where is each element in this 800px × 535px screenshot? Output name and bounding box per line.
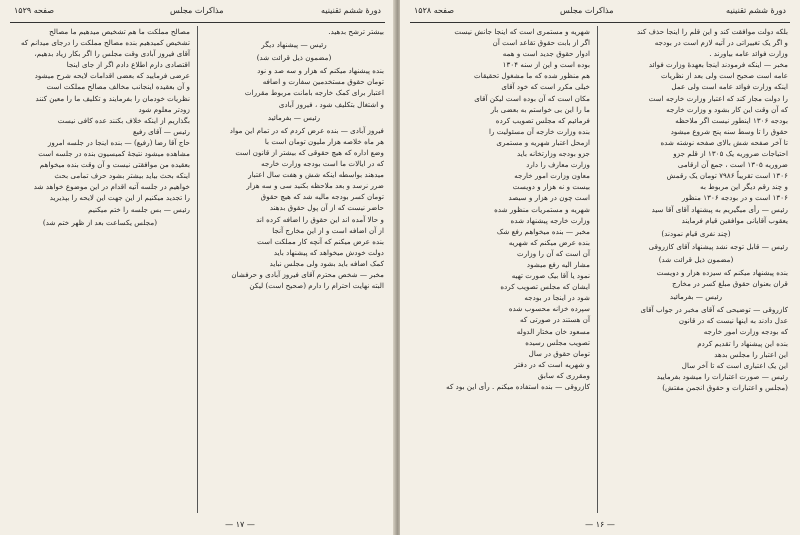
- paragraph: تصویب مجلس رسیده: [525, 337, 590, 347]
- speaker-line: رئیس — رأی میگیریم به پیشنهاد آقای آقا سید: [651, 204, 788, 214]
- paragraph: کمک اضافه باید بشود ولی مجلس نباید: [269, 258, 384, 268]
- paragraph: وزارت خارجه پیشنهاد شده: [510, 215, 590, 225]
- paragraph: آن هستند در صورتی که: [520, 315, 590, 325]
- paragraph: یعقوب آقایانی موافقین قیام فرمایند: [681, 215, 788, 225]
- paragraph: مصالح مملکت ما هم تشخیص میدهیم ما مصالح: [49, 27, 190, 36]
- left-header-rule: [10, 22, 385, 23]
- paragraph: اعتبار برای کمک خارجه بامانت مربوط مقررات: [244, 88, 384, 98]
- paragraph: خیلی مکرر است که خود آقای: [501, 82, 590, 92]
- paragraph: آن است که آن را وزارت: [517, 248, 590, 258]
- left-header-title: مذاکرات مجلس: [170, 6, 224, 15]
- paragraph: بعقیده من موافقتی نیست و آن وقت بنده میخواهم: [39, 160, 190, 170]
- right-header-title: مذاکرات مجلس: [560, 6, 614, 15]
- paragraph: اقتصادی دارم اطلاع دادم اگر از جای اینجا: [66, 60, 190, 70]
- paragraph: بیست و نه هزار و دویست: [512, 182, 590, 192]
- paragraph: بیشتر ترشح بدهید.: [328, 27, 384, 36]
- speaker-line: مخبر — بنده میخواهم رفع شک: [496, 226, 590, 236]
- left-page: [0, 0, 395, 535]
- paragraph: است چون در هزار و سیصد: [508, 193, 590, 203]
- paragraph: و حالا آمده اند این حقوق را اضافه کرده اند: [256, 214, 384, 224]
- paragraph: را تجدید میکنیم از این جهت این لایحه را بپذیرید: [49, 193, 190, 203]
- paragraph: و شهریه است که در دفتر: [514, 359, 590, 369]
- left-column-outer: [10, 26, 190, 513]
- paragraph: بلکه دولت موافقت کند و این قلم را اینجا حذف کند: [636, 27, 788, 36]
- right-page-header: [410, 6, 790, 20]
- paragraph: رئیس — صورت اعتبارات را میشود بفرمایید: [656, 371, 788, 381]
- paragraph: آقای فیروز آبادی وقت مجلس را اگر بکار زیاد بدهیم،: [34, 49, 190, 59]
- paragraph: ادوار حقوق جدید است و همه: [502, 49, 590, 59]
- reading-note: (مضمون ذیل قرائت شد): [256, 53, 332, 63]
- paragraph: بنده عرض میکنم که شهریه: [508, 237, 590, 247]
- paragraph: تومان حقوق مستخدمین سفارت و اضافه: [262, 77, 384, 87]
- left-column-inner: [204, 26, 384, 513]
- paragraph: اینکه وزارت فوائد عامه است ولی عمل: [671, 82, 788, 92]
- speaker-line: رئیس — بفرمائید: [267, 112, 321, 122]
- speaker-line: رئیس — پیشنهاد دیگر: [261, 40, 327, 50]
- paragraph: و چند رقم دیگر این مربوط به: [700, 182, 788, 192]
- paragraph: حقوق را تا وسط سنه پنج شروع میشود: [670, 126, 788, 136]
- paragraph: ۱۳۰۶ است تقریباً ۷۹۸۶ تومان یک رقمش: [666, 171, 788, 181]
- paragraph: نظریات خودمان را بفرمایند و تکلیف ما را معین کنند: [35, 93, 190, 103]
- paragraph: ضرر نرسد و بعد ملاحظه بکنید سی و سه هزار: [246, 181, 384, 191]
- paragraph: که بودجه وزارت امور خارجه: [703, 327, 788, 337]
- paragraph: و اشتغال بتکلیف شود ، فیروز آبادی: [278, 99, 384, 109]
- paragraph: فرمائیم که مجلس تصویب کرده: [495, 115, 590, 125]
- paragraph: مشاهده میشود نتیجهٔ کمیسیون بنده در جلسه است: [38, 149, 190, 159]
- paragraph: ایشان که مجلس تصویب کرده: [500, 282, 590, 292]
- speaker-line: مخبر — اینکه فرمودند اینجا بعهدهٔ وزارت فوائد: [648, 60, 788, 70]
- paragraph: مکان است که آن بوده است لیکن آقای: [474, 93, 590, 103]
- paragraph: این اعتبار را مجلس بدهد: [714, 349, 788, 359]
- left-header-session: دورهٔ ششم تقنینیه: [321, 6, 381, 15]
- paragraph: کازروقی — توضیحی که آقای مخبر در جواب آقای: [640, 305, 788, 315]
- paragraph: عامه است صحیح است ولی بعد از نظریات: [660, 71, 788, 81]
- paragraph: ومقرری که سابق: [537, 370, 590, 380]
- left-header-page-label: صفحه ۱۵۲۹: [14, 6, 55, 15]
- paragraph: البته نهایت احترام را دارم (صحیح است) لیکن: [249, 281, 384, 291]
- paragraph: شهریه و مستمری است که اینجا جانش نیست: [454, 27, 590, 36]
- paragraph: هر ماه خلاصه هزار ملیون تومان است با: [264, 136, 384, 146]
- right-header-session: دورهٔ ششم تقنینیه: [726, 6, 786, 15]
- paragraph: تا آخر صفحه شش بالای صفحه نوشته شده: [660, 137, 788, 147]
- paragraph: ما را این بی خواستم به بعضی بار: [490, 104, 590, 114]
- paragraph: جزو بودجه وزارتخانه باید: [516, 149, 590, 159]
- paragraph: عدل دادند به اینها نیست که در قانون: [678, 316, 788, 326]
- paragraph: معاون وزارت امور خارجه: [514, 171, 590, 181]
- speaker-line: رئیس — آقای رفیع: [133, 126, 190, 136]
- right-page: [400, 0, 800, 535]
- paragraph: دولت خودش میخواهد که پیشنهاد باید: [273, 247, 384, 257]
- reading-note: (مضمون ذیل قرائت شد): [658, 254, 734, 264]
- paragraph: بنده عرض میکنم که آنچه کار مملکت است: [257, 236, 384, 246]
- paragraph: میدهند بواسطه اینکه شش و هفت سال اعتبار: [248, 170, 384, 180]
- paragraph: و آن بعقیده اینجانب مخالف مصالح مملکت است: [46, 82, 190, 92]
- closing-note: (مجلس یکساعت بعد از ظهر ختم شد): [42, 217, 158, 227]
- paragraph: (مجلس و اعتبارات و حقوق انجمن مفتش): [662, 382, 788, 392]
- paragraph: مسعود خان مختار الدوله: [516, 326, 590, 336]
- paragraph: حاج آقا رضا (رفیع) — بنده اینجا در جلسه امروز: [47, 137, 190, 147]
- paragraph: وضع اداره که هیچ حقوقی که بیشتر از قانون است: [235, 147, 384, 157]
- paragraph: سپرده خزانه محسوب شده: [508, 304, 590, 314]
- paragraph: که آن وقت این کار بشود و وزارت خارجه: [666, 104, 788, 114]
- paragraph: بنده پیشنهاد میکنم که هزار و سه صد و نود: [257, 66, 384, 76]
- paragraph: که در ایالات ما است بودجه وزارت خارجه: [261, 159, 384, 169]
- paragraph: بودجه ۱۳۰۶ اینطور نیست اگر ملاحظه: [675, 115, 788, 125]
- paragraph: خواهیم در جلسه آتیه اقدام در این موضوع خواهد شد: [33, 182, 190, 192]
- paragraph: احتیاجات ضروریه یک ۱۳۰۵ از قلم جزو: [673, 149, 788, 159]
- speaker-line: رئیس — قابل توجه نشد پیشنهاد آقای کازروقی: [648, 241, 788, 251]
- speaker-line: رئیس — بس جلسه را ختم میکنیم: [88, 204, 190, 214]
- paragraph: نمود یا آقا بیک صورت تهیه: [511, 271, 590, 281]
- left-page-header: [10, 6, 385, 20]
- paragraph: را دولت مجاز کند که اعتبار وزارت خارجه است: [648, 93, 788, 103]
- right-page-number: — ۱۶ —: [585, 520, 615, 529]
- paragraph: عرضی فرمایید که بعضی اقدامات لایحه شرح میشود: [34, 71, 190, 81]
- left-page-number: — ۱۷ —: [225, 520, 255, 529]
- paragraph: این یک اعتباری است که تا آخر سال: [681, 360, 788, 370]
- paragraph: وزارت فوائد عامه بیاورند .: [709, 49, 788, 59]
- paragraph: بنده وزارت خارجه آن مسئولیت را: [488, 126, 590, 136]
- right-column-inner: [604, 26, 788, 513]
- paragraph: تومان کسر بودجه مالیه شد که هیچ حقوق: [260, 192, 384, 202]
- paragraph: زودتر معلوم شود: [138, 104, 190, 114]
- paragraph: تشخیص کمیدهیم بنده مصالح مملکت را درجای میدانم که: [20, 38, 190, 48]
- right-header-page-label: صفحه ۱۵۲۸: [414, 6, 455, 15]
- paragraph: بوده است و این از سنه ۱۳۰۴: [502, 60, 590, 70]
- left-column-divider: [197, 26, 198, 513]
- paragraph: ۱۳۰۶ است و در بودجه ۱۳۰۶ منظور: [681, 193, 788, 203]
- paragraph: فیروز آبادی — بنده عرض کردم که در تمام این مواد: [229, 125, 384, 135]
- paragraph: هم منظور شده که ما مشغول تحقیقات: [474, 71, 590, 81]
- paragraph: قران بعنوان حقوق مبلغ کسر در مخارج: [672, 279, 788, 289]
- paragraph: بگذاریم از اینکه خلاف بکنند عده کافی نیست: [57, 115, 190, 125]
- vote-note: (چند نفری قیام نمودند): [661, 228, 731, 238]
- paragraph: ضروریه ۱۳۰۵ است ، جمع آن ارقامی: [677, 160, 788, 170]
- paragraph: و اگر یک تغییراتی در آتیه لازم است در بودجه: [654, 38, 788, 48]
- paragraph: شهریه و مستمریات منظور شده: [494, 204, 590, 214]
- paragraph: مخبر — شخص محترم آقای فیروز آبادی و حرفشان: [231, 269, 384, 279]
- paragraph: مشار الیه رفع میشود: [526, 259, 590, 269]
- paragraph: اگر از بابت حقوق تقاعد است آن: [492, 38, 590, 48]
- paragraph: شود در اینجا در بودجه: [524, 293, 590, 303]
- right-column-outer: [410, 26, 590, 513]
- right-column-divider: [597, 26, 598, 513]
- paragraph: از آن اضافه است و از این مخارج آنجا: [272, 225, 384, 235]
- speaker-line: رئیس — بفرمائید: [669, 292, 723, 302]
- paragraph: ازمحل اعتبار شهریه و مستمری: [496, 137, 590, 147]
- paragraph: وزارت معارف را دارد: [526, 160, 590, 170]
- paragraph: بنده این پیشنهاد را تقدیم کردم: [697, 338, 788, 348]
- speaker-line: کازروقی — بنده استفاده میکنم . رأی این بود که: [446, 382, 590, 391]
- right-header-rule: [410, 22, 790, 23]
- paragraph: اینکه بحث بیاید بیشتر بشود حرف تمامی بحث: [54, 171, 190, 181]
- paragraph: حاضر نیست که از آن پول حقوق بدهند: [269, 203, 384, 213]
- paragraph: بنده پیشنهاد میکنم که سیزده هزار و دویست: [656, 267, 788, 277]
- paragraph: تومان حقوق در سال: [528, 348, 590, 358]
